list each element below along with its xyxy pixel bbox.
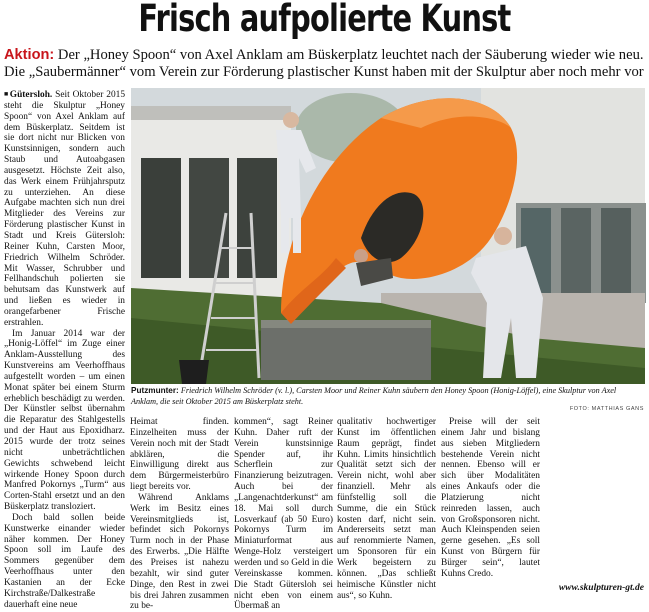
article-column-1: [4, 89, 126, 610]
paragraph-6: kommen“, sagt Reiner Kuhn. Daher ruft der Verein kunstsinnige Spender auf, ihr Scherflein zur Finanzierung beizutragen. Auch bei der „Langenachtderkunst“ am 18. Mai soll durch Losverkauf (ab 50 Euro) Pokornys Turm im Miniaturformat aus Wenge-Holz versteigert werden und so Geld in die Vereinskasse kommen. Die Stadt Gütersloh sei nicht eben von einem Übermaß an: [234, 417, 333, 612]
sculpture-photo: [131, 88, 645, 384]
caption-text: Friedrich Wilhelm Schröder (v. l.), Carsten Moor und Reiner Kuhn säubern den Honey Spoon (Honig-Löffel), eine Skulptur von Axel Anklam, die seit Oktober 2015 am Büskerplatz steht.: [131, 386, 617, 406]
headline: Frisch aufpolierte Kunst: [138, 0, 511, 40]
paragraph-5: Während Anklams Werk im Besitz eines Vereinsmitglieds ist, befindet sich Pokornys Turm noch in der Phase des Erwerbs. „Die Hälfte des Preises ist nahezu bezahlt, wir sind guter Dinge, den Rest in zwei bis drei Jahren zusammen zu be-: [130, 492, 229, 612]
article-column-4: [337, 417, 436, 601]
article-column-3: [234, 417, 333, 612]
paragraph-8: Preise will der seit einem Jahr und bislang aus sieben Mitgliedern bestehende Verein nicht nennen. Ebenso will er sich über Modalitäten eines Ankaufs oder die Platzierung nicht reinreden lassen, auch von Großsponsoren nicht. Auch Kleinspenden seien gerne gesehen. „Es soll Kunst von Bürgern für Bürger sein“, lautet Kuhns Credo.: [441, 417, 540, 579]
photo-caption: [131, 386, 645, 407]
subheadline-line-2: Die „Saubermänner“ vom Verein zur Förderung plastischer Kunst haben mit der Skulptur aber noch mehr vor: [4, 64, 644, 80]
photo-illustration: [131, 88, 645, 384]
photo-credit: FOTO: MATTHIAS GANS: [569, 406, 644, 412]
dateline-location: ■ Gütersloh.: [4, 90, 52, 100]
subheadline-line-1: [4, 47, 645, 64]
kicker-aktion: Aktion:: [4, 47, 55, 63]
paragraph-4: Heimat finden. Einzelheiten muss der Verein noch mit der Stadt abklären, die Einwilligung direkt aus dem Bürgermeisterbüro liegt bereits vor.: [130, 417, 229, 493]
paragraph-2: Im Januar 2014 war der „Honig-Löffel“ im Zuge einer Anklam-Ausstellung des Kunstvereins am Veerhoffhaus aufgestellt worden – um einen Monat später bei einem Sturm erheblich beschädigt zu werden. Der Künstler selbst übernahm die Reparatur des Stahlgestells und der Haut aus Epoxidharz. 2015 wurde der trotz seines nicht unbeträchtlichen Gewichts schwebend leicht wirkende Honey Spoon durch Manfred Pokornys „Turm“ aus Corten-Stahl ersetzt und an den Büskerplatz transloziert.: [4, 328, 125, 513]
article-column-5: [441, 417, 540, 597]
paragraph-7: qualitativ hochwertiger Kunst im öffentlichen Raum geprägt, findet Kuhn. Limits hinsichtlich Qualität setzt sich der Verein nicht, wohl aber finanziell. Mehr als fünfstellig soll die Summe, die ein Stück kosten darf, nicht sein. Andererseits setzt man auf renommierte Namen, um Sponsoren für ein Werk begeistern zu können. „Das schließt heimische Künstler nicht aus“, so Kuhn.: [337, 417, 436, 601]
paragraph-1: Seit Oktober 2015 steht die Skulptur „Honey Spoon“ von Axel Anklam auf dem Büskerplatz. Seitdem ist sie dort nicht nur Blicken von Kunstsinnigen, sondern auch Staub und Autoabgasen ausgesetzt. Höchste Zeit also, das Werk einem Frühjahrsputz zu unterziehen. An diese Aufgabe machten sich nun drei Mitglieder des Vereins zur Förderung plastischer Kunst in Stadt und Kreis Gütersloh: Reiner Kuhn, Carsten Moor, Friedrich Wilhelm Schröder. Mit Wasser, Schrubber und Fellhandschuh polierten sie behutsam das Kunstwerk auf und ließen es wieder in orangefarbener Frische erstrahlen.: [4, 90, 126, 328]
paragraph-3: Doch bald sollen beide Kunstwerke einander wieder näher kommen. Der Honey Spoon soll im Laufe des Sommers gegenüber dem Veerhoffhaus unter den Kastanien an der Ecke Kirchstraße/Dalkestraße dauerhaft eine neue: [4, 512, 125, 610]
subheadline-text-1: Der „Honey Spoon“ von Axel Anklam am Büskerplatz leuchtet nach der Säuberung wieder wie neu.: [54, 47, 644, 63]
caption-lead: Putzmunter:: [131, 386, 179, 395]
article-column-2: [130, 417, 229, 612]
website-link[interactable]: www.skulpturen-gt.de: [558, 583, 644, 593]
